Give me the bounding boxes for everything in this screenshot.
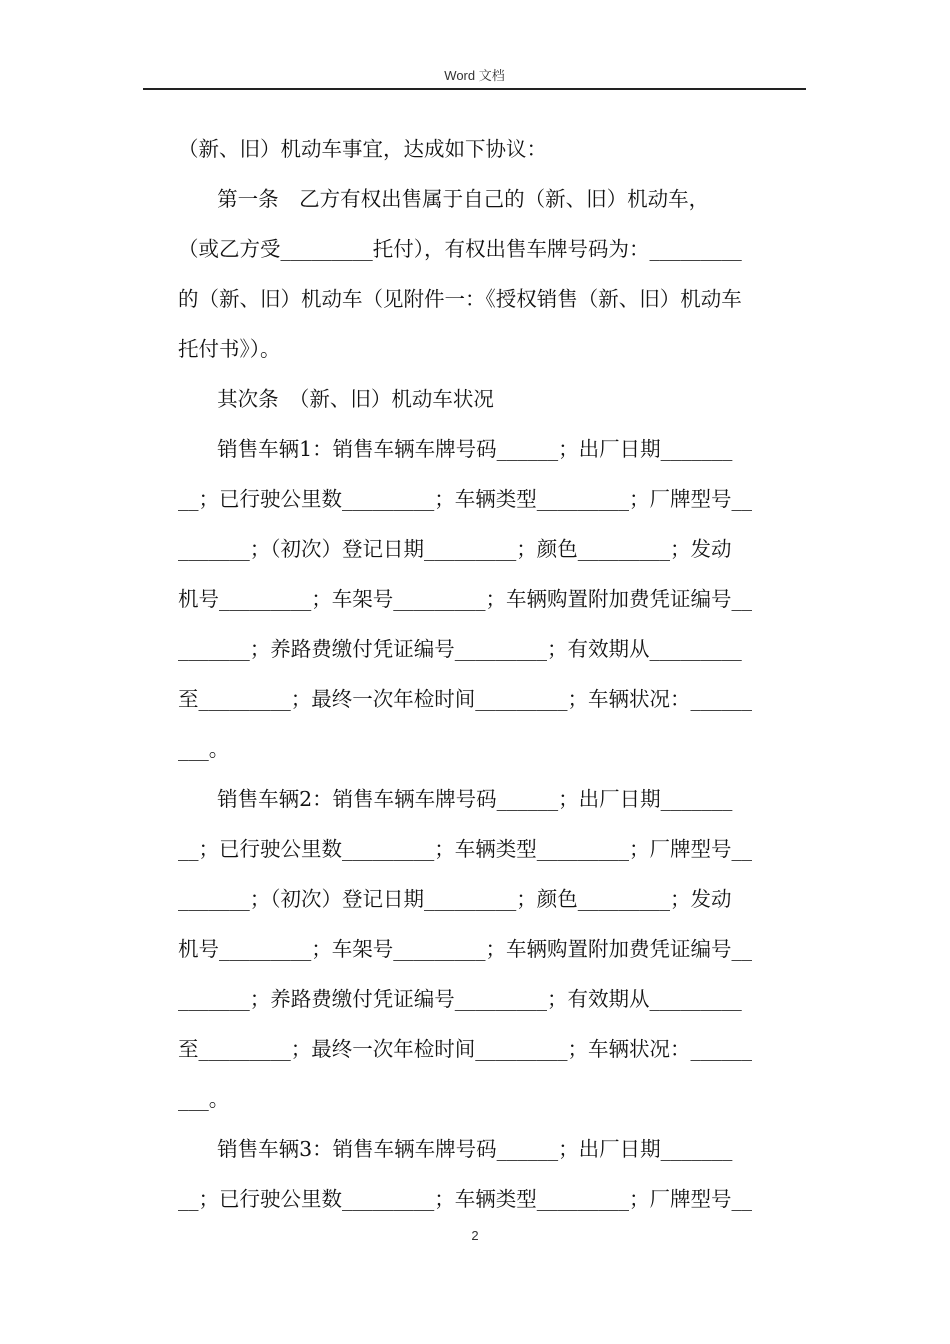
text-line: （新、旧）机动车事宜，达成如下协议： (178, 137, 547, 161)
text-line: _______；养路费缴付凭证编号_________；有效期从_________ (178, 987, 742, 1011)
page-number: 2 (471, 1228, 479, 1243)
text-line: __；已行驶公里数_________；车辆类型_________；厂牌型号__ (178, 487, 752, 511)
text-line: __；已行驶公里数_________；车辆类型_________；厂牌型号__ (178, 1187, 752, 1211)
text-line: 销售车辆3：销售车辆车牌号码______；出厂日期_______ (178, 1137, 733, 1161)
header-title: Word 文档 (444, 68, 505, 83)
text-line: 至_________；最终一次年检时间_________；车辆状况：______ (178, 1037, 752, 1061)
text-line: 的（新、旧）机动车（见附件一：《授权销售（新、旧）机动车 (178, 287, 742, 311)
page-header (143, 66, 806, 90)
text-line: 机号_________；车架号_________；车辆购置附加费凭证编号__ (178, 587, 752, 611)
text-line: （或乙方受_________托付），有权出售车牌号码为：_________ (178, 237, 742, 261)
text-line: 第一条 乙方有权出售属于自己的（新、旧）机动车， (178, 187, 710, 211)
text-line: 其次条 （新、旧）机动车状况 (178, 387, 494, 411)
text-line: 销售车辆2：销售车辆车牌号码______；出厂日期_______ (178, 787, 733, 811)
text-line: _______；养路费缴付凭证编号_________；有效期从_________ (178, 637, 742, 661)
text-line: ___。 (178, 1087, 230, 1111)
text-line: _______；（初次）登记日期_________；颜色_________；发动 (178, 887, 732, 911)
text-line: 托付书》）。 (178, 337, 281, 361)
document-body (178, 124, 808, 1224)
text-line: 销售车辆1：销售车辆车牌号码______；出厂日期_______ (178, 437, 733, 461)
text-line: _______；（初次）登记日期_________；颜色_________；发动 (178, 537, 732, 561)
text-line: 机号_________；车架号_________；车辆购置附加费凭证编号__ (178, 937, 752, 961)
text-line: ___。 (178, 737, 230, 761)
text-line: __；已行驶公里数_________；车辆类型_________；厂牌型号__ (178, 837, 752, 861)
text-line: 至_________；最终一次年检时间_________；车辆状况：______ (178, 687, 752, 711)
